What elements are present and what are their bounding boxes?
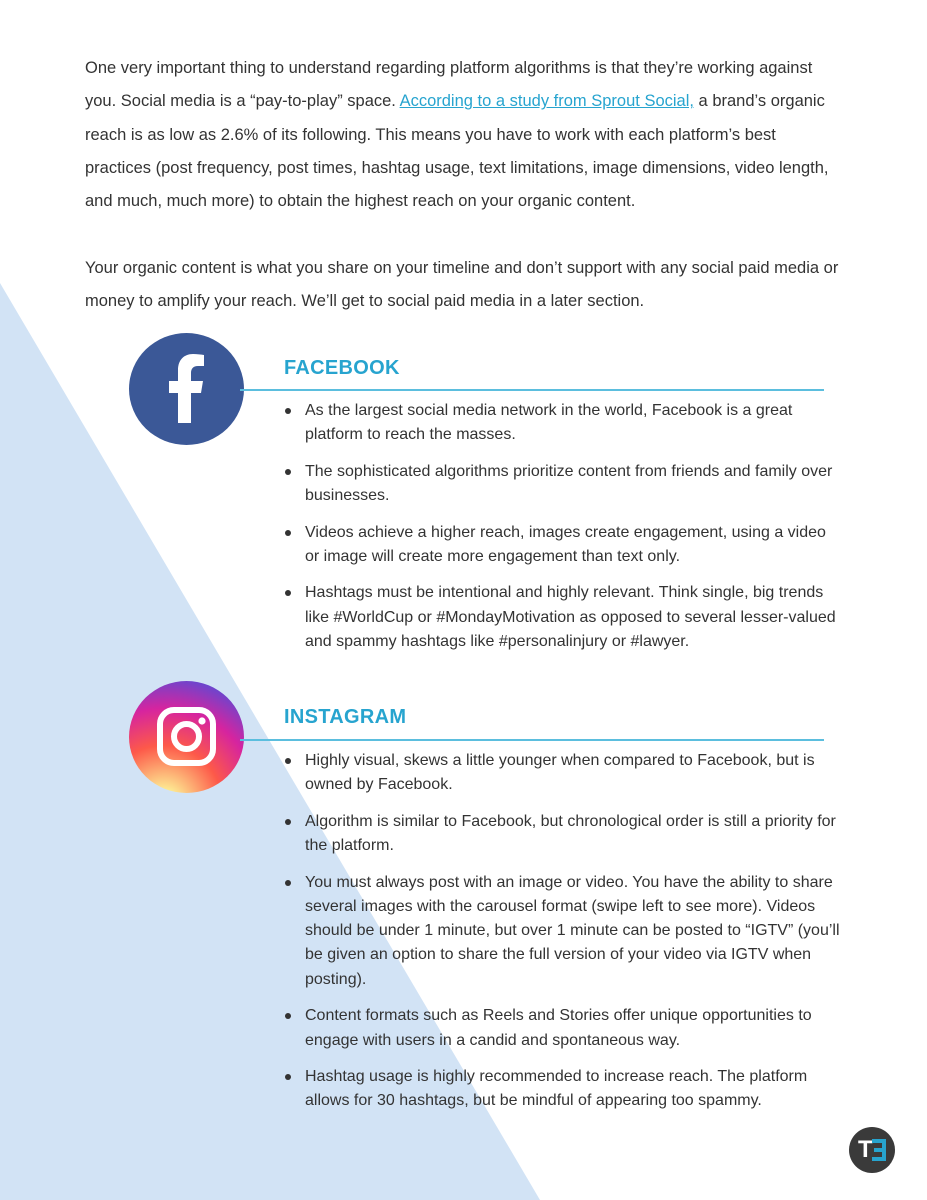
intro-paragraph-1 (85, 52, 845, 218)
list-item: Content formats such as Reels and Stories offer unique opportunities to engage with users in a candid and spontaneous way. (285, 1004, 840, 1053)
list-item: Highly visual, skews a little younger when compared to Facebook, but is owned by Facebook. (285, 749, 840, 798)
facebook-heading: FACEBOOK (284, 357, 400, 379)
list-item: You must always post with an image or video. You have the ability to share several images with the carousel format (swipe left to see more). Videos should be under 1 minute, but over 1 minute can be posted to “IGTV” (you’ll be given an option to share the full version of your video via IGTV when posting). (285, 871, 840, 992)
instagram-icon (129, 681, 244, 793)
list-item: Hashtags must be intentional and highly relevant. Think single, big trends like #WorldCup or #MondayMotivation as opposed to several lesser-valued and spammy hashtags like #personalinjury or #lawyer. (285, 581, 840, 654)
intro-paragraph-2: Your organic content is what you share on your timeline and don’t support with any social paid media or money to amplify your reach. We’ll get to social paid media in a later section. (85, 259, 839, 311)
instagram-bullet-list (285, 749, 840, 1126)
intro-text-2: a brand’s organic reach is as low as 2.6% of its following. This means you have to work with each platform’s best practices (post frequency, post times, hashtag usage, text limitations, image dimensions, video length, and much, much more) to obtain the highest reach on your organic content. (85, 92, 829, 211)
brand-logo (849, 1127, 895, 1173)
facebook-bullet-list (285, 399, 840, 666)
list-item: Algorithm is similar to Facebook, but chronological order is still a priority for the platform. (285, 810, 840, 859)
instagram-heading: INSTAGRAM (284, 706, 407, 728)
intro-text-1: One very important thing to understand regarding platform algorithms is that they’re working against you. Social media is a “pay-to-play” space. (85, 59, 813, 111)
list-item: The sophisticated algorithms prioritize content from friends and family over businesses. (285, 460, 840, 509)
list-item: As the largest social media network in the world, Facebook is a great platform to reach the masses. (285, 399, 840, 448)
sprout-social-link[interactable]: According to a study from Sprout Social, (399, 92, 694, 111)
instagram-divider (240, 739, 824, 741)
facebook-divider (240, 389, 824, 391)
logo-letter-t: T (858, 1136, 873, 1163)
list-item: Hashtag usage is highly recommended to increase reach. The platform allows for 30 hashtags, but be mindful of appearing too spammy. (285, 1065, 840, 1114)
list-item: Videos achieve a higher reach, images create engagement, using a video or image will create more engagement than text only. (285, 521, 840, 570)
facebook-icon (129, 333, 244, 445)
